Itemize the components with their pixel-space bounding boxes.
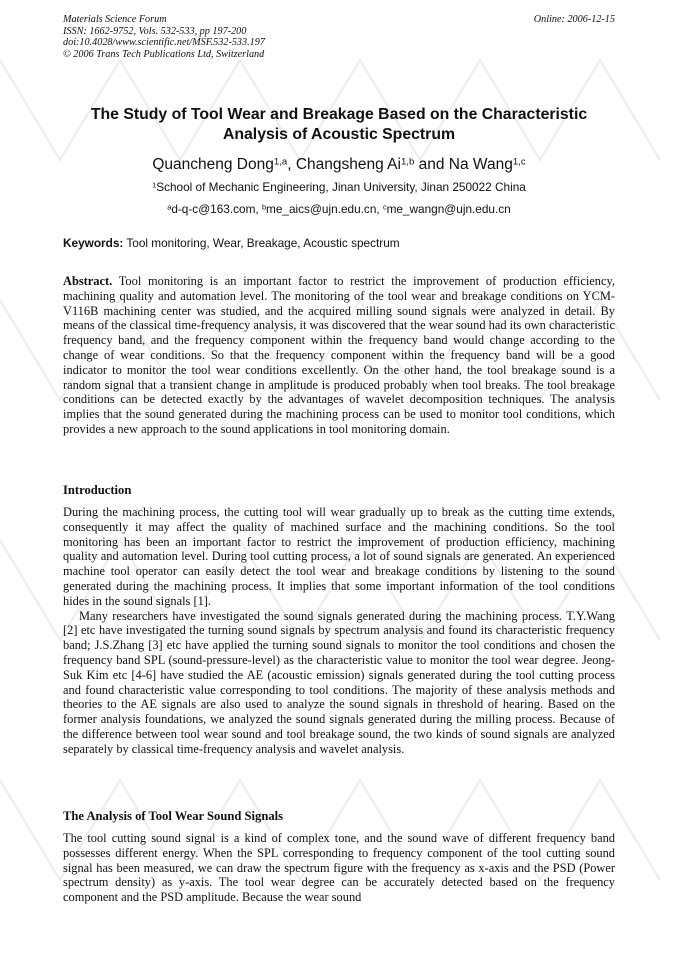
keywords-text: Tool monitoring, Wear, Breakage, Acoustic spectrum [123,236,400,250]
email-superscript: c [382,202,387,212]
title-line-1: The Study of Tool Wear and Breakage Based on the Characteristic [90,106,588,123]
email-superscript: b [261,202,267,212]
section-heading-wear-analysis: The Analysis of Tool Wear Sound Signals [63,809,284,823]
author-name: Quancheng Dong [152,156,274,173]
author-separator: , [287,156,296,173]
author-superscript: 1,a [273,156,288,168]
introduction-body [63,505,615,757]
abstract-text: Tool monitoring is an important factor to restrict the improvement of production efficiency, machining quality and automation level. The monitoring of the tool wear and breakage conditions on YCM-V116B machining center was studied, and the acquired milling sound signals were analyzed in detail. By means of the classical time-frequency analysis, it was discovered that the wear sound had its own characteristic frequency band, and the frequency component within the frequency band would change according to the change of wear conditions. So that the frequency component within the frequency band will be a good indicator to monitor the tool wear conditions excellently. On the other hand, the tool breakage sound is a random signal that a transient change in amplitude is produced probably when tool breaks. The tool breakage conditions can be detected exactly by the advantages of wavelet decomposition techniques. The analysis implies that the sound generated during the machining process can be used to monitor tool conditions, which provides a new approach to the sound applications in tool monitoring domain. [63,274,615,436]
abstract [63,274,615,437]
copyright-line: © 2006 Trans Tech Publications Ltd, Switzerland [63,48,265,60]
doi-line[interactable]: doi:10.4028/www.scientific.net/MSF.532-533.197 [63,37,265,48]
paragraph: During the machining process, the cutting tool will wear gradually up to break as the cutting time extends, consequently it may affect the quality of machined surface and the machining conditions. So the tool monitoring has been an important factor to restrict the improvement of production efficiency, machining quality and automation level. During tool cutting process, a lot of sound signals are generated. An experienced machine tool operator can easily detect the tool wear and breakage conditions by listening to the sound generated during the machining process. It implies that some important information of the tool conditions hides in the sound signals [1]. [63,505,615,608]
journal-name: Materials Science Forum [63,14,167,25]
email-superscript: a [167,202,172,212]
wear-analysis-body [63,831,615,905]
section-heading-introduction: Introduction [63,483,132,497]
author-name: Changsheng Ai [295,156,401,173]
title-line-2: Analysis of Acoustic Spectrum [222,125,456,143]
keywords-label: Keywords: [63,236,124,250]
author-emails [63,202,615,217]
journal-header [63,14,615,60]
keywords [63,236,615,251]
email-address[interactable]: me_wangn@ujn.edu.cn [386,202,511,216]
paragraph: The tool cutting sound signal is a kind of complex tone, and the sound wave of different frequency band possesses different energy. When the SPL corresponding to frequency component of the tool cutting sound signal has been measured, we can draw the spectrum figure with the frequency as x-axis and the PSD (Power spectrum density) as y-axis. The tool wear degree can be accurately detected based on the frequency component and the PSD amplitude. Because the wear sound [63,831,615,905]
email-address[interactable]: d-q-c@163.com, [171,202,262,216]
author-superscript: 1,c [512,156,526,168]
author-separator: and [414,156,449,173]
author-list [63,155,615,175]
affiliation [63,180,615,195]
issn-line: ISSN: 1662-9752, Vols. 532-533, pp 197-200 [63,25,247,37]
affiliation-superscript: 1 [152,180,157,190]
paragraph: Many researchers have investigated the sound signals generated during the machining process. T.Y.Wang [2] etc have investigated the turning sound signals by spectrum analysis and found its characteristic frequency band; J.S.Zhang [3] etc have applied the turning sound signals to monitor the tool conditions and chosen the frequency band SPL (sound-pressure-level) as the characteristic value to monitor the tool wear degree. Jeong-Suk Kim etc [4-6] have studied the AE (acoustic emission) signals generated during the tool cutting process and found characteristic value corresponding to tool conditions. The majority of these analysis methods and theories to the AE signals are also used to analyze the sound signals in threshold of hearing. Based on the former analysis foundations, we analyzed the sound signals generated during the milling process. Because of the difference between tool wear sound and tool breakage sound, the two kinds of sound signals are analyzed separately by classical time-frequency analysis and wavelet analysis. [63,608,615,756]
author-name: Na Wang [448,156,513,173]
affiliation-text: School of Mechanic Engineering, Jinan University, Jinan 250022 China [156,180,526,194]
online-date: Online: 2006-12-15 [533,14,615,25]
email-address[interactable]: me_aics@ujn.edu.cn, [266,202,383,216]
author-superscript: 1,b [400,156,415,168]
paper-title [63,105,615,144]
abstract-label: Abstract. [63,274,113,288]
